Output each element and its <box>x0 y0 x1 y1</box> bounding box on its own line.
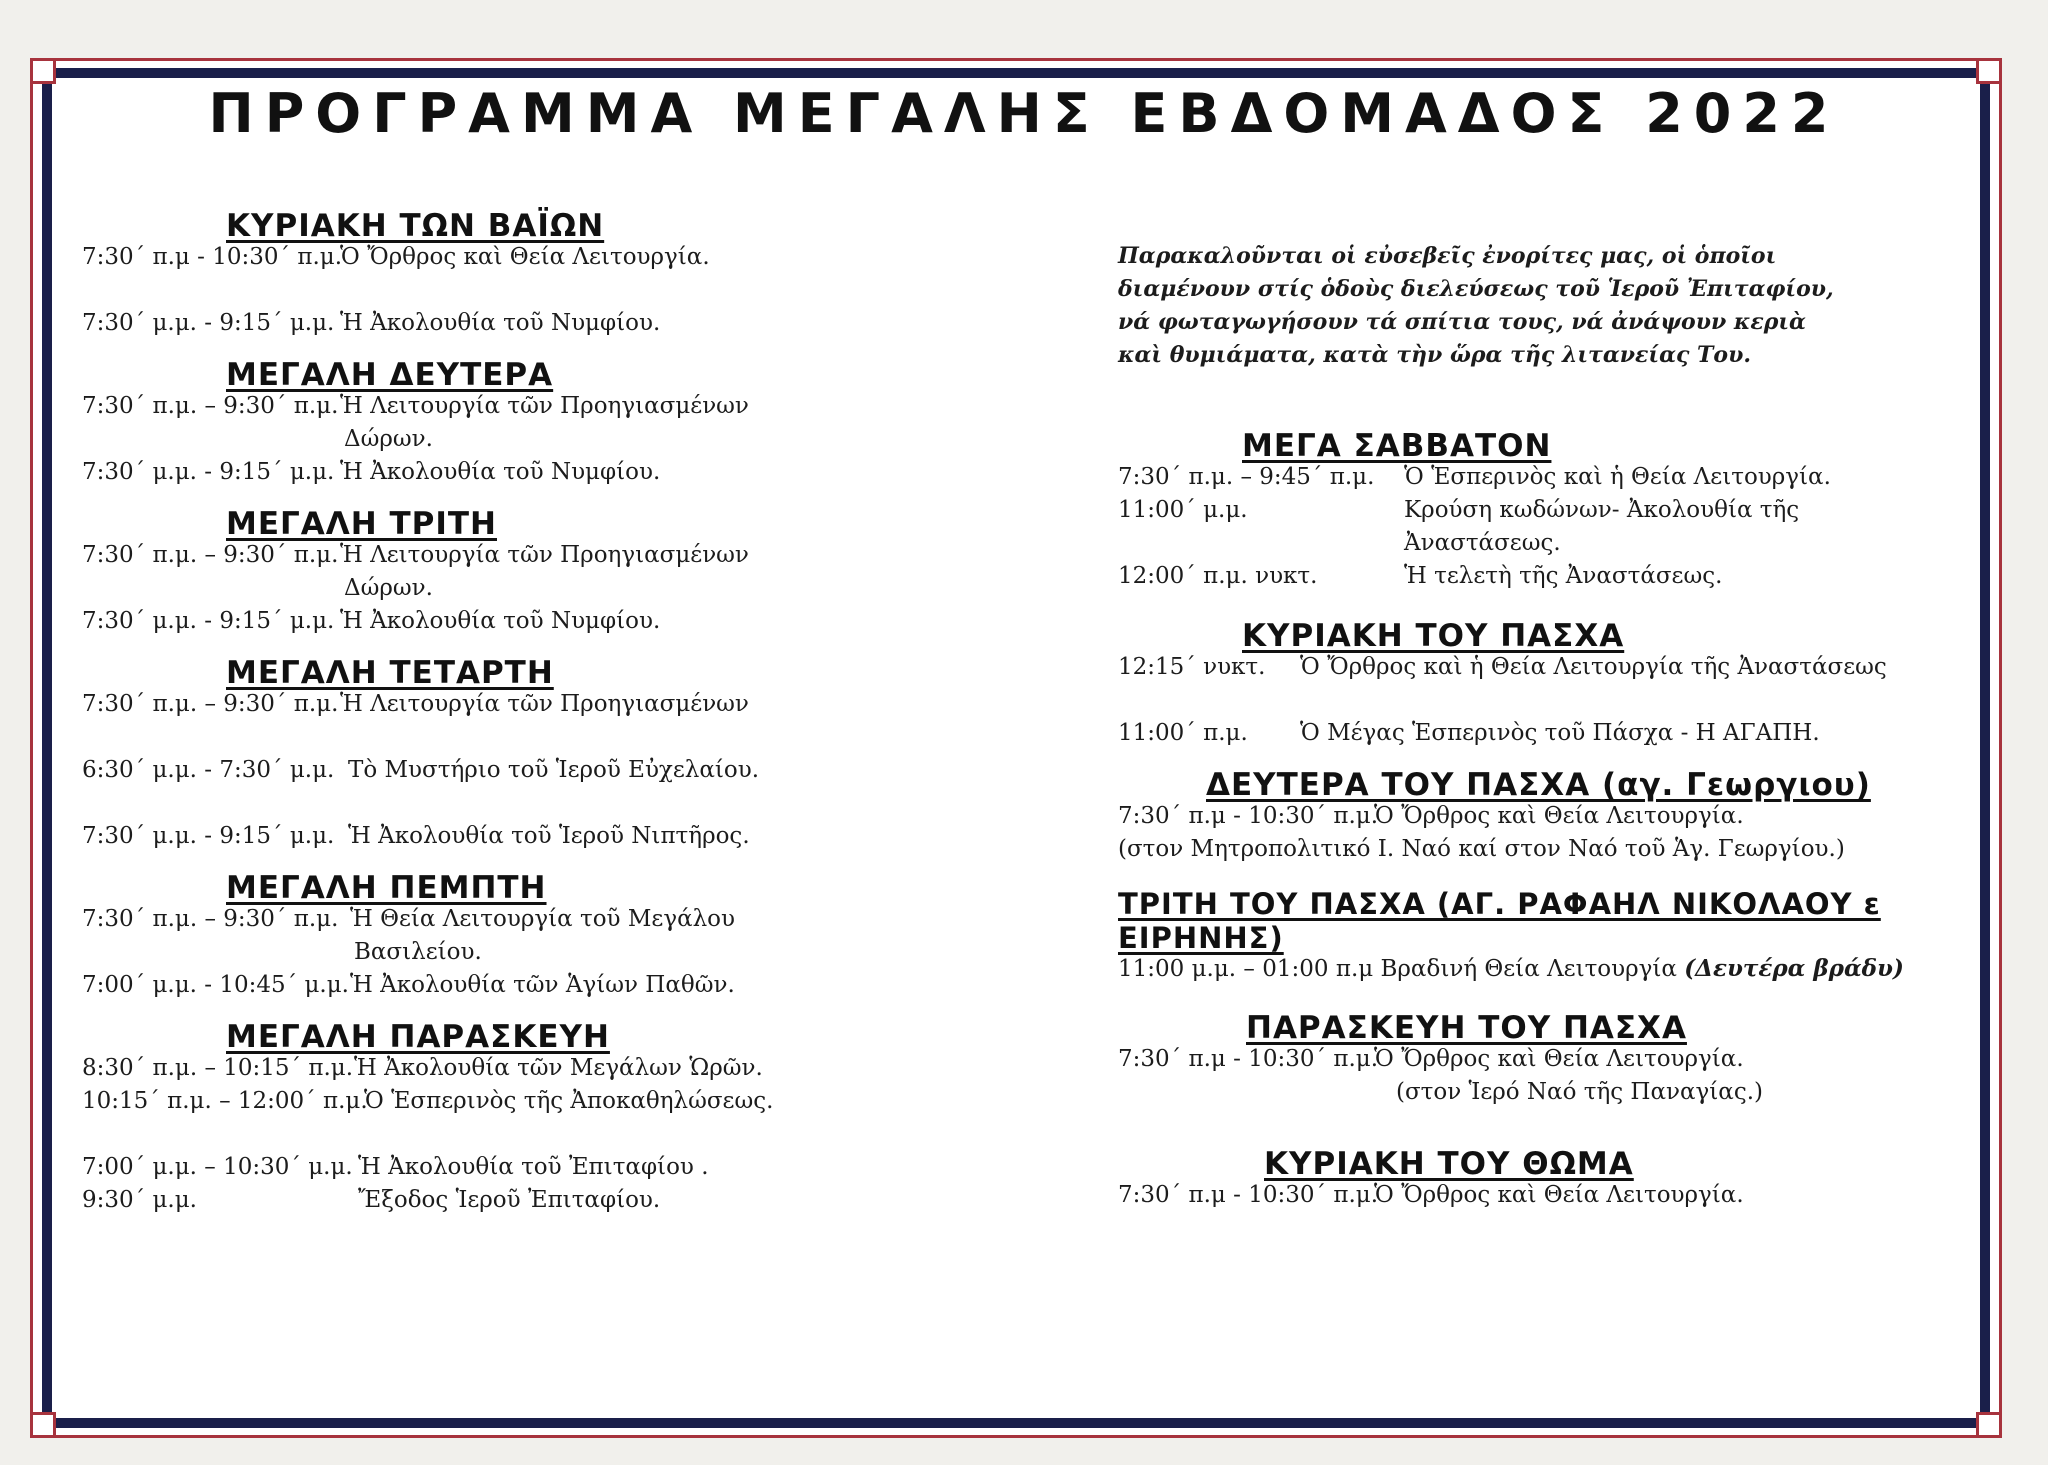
schedule-row <box>1118 654 1988 687</box>
service-time: 7:00΄ μ.μ. – 10:30΄ μ.μ. <box>82 1154 353 1180</box>
section-holy-wednesday <box>82 655 842 856</box>
left-column <box>82 208 842 1220</box>
section-heading: ΚΥΡΙΑΚΗ ΤΟΥ ΠΑΣΧΑ <box>1242 618 1625 654</box>
section-holy-thursday <box>82 870 842 1005</box>
service-desc: Ἡ τελετὴ τῆς Ἀναστάσεως. <box>1404 563 1723 589</box>
service-desc: 11:00 μ.μ. – 01:00 π.μ Βραδινή Θεία Λειτουργία <box>1118 956 1677 982</box>
service-desc: Ἡ Λειτουργία τῶν Προηγιασμένων <box>340 393 749 419</box>
service-time: 7:00΄ μ.μ. - 10:45΄ μ.μ. <box>82 972 349 998</box>
section-heading: ΜΕΓΑΛΗ ΠΑΡΑΣΚΕΥΗ <box>226 1019 610 1055</box>
schedule-row <box>82 542 842 575</box>
section-easter-sunday <box>1118 618 1988 753</box>
schedule-row <box>1118 720 1988 753</box>
service-desc: Ἡ Ἀκολουθία τοῦ Νυμφίου. <box>340 459 661 485</box>
page-title: ΠΡΟΓΡΑΜΜΑ ΜΕΓΑΛΗΣ ΕΒΔΟΜΑΔΟΣ 2022 <box>208 82 1840 145</box>
section-holy-saturday <box>1118 428 1988 596</box>
schedule-row <box>82 691 842 724</box>
service-time: 7:30΄ μ.μ. - 9:15΄ μ.μ. <box>82 823 335 849</box>
schedule-row <box>82 310 842 343</box>
service-time: 7:30΄ π.μ. – 9:30΄ π.μ. <box>82 393 339 419</box>
schedule-row <box>1118 563 1988 596</box>
section-easter-tuesday <box>1118 887 1988 988</box>
schedule-row <box>1118 1182 1988 1215</box>
service-time: 7:30΄ π.μ. – 9:30΄ π.μ. <box>82 691 339 717</box>
service-desc: Ὁ Ὄρθρος καὶ Θεία Λειτουργία. <box>1374 803 1744 829</box>
service-time: 10:15΄ π.μ. – 12:00΄ π.μ. <box>82 1088 368 1114</box>
schedule-row <box>82 608 842 641</box>
schedule-row <box>82 1154 842 1187</box>
service-time: 7:30΄ π.μ. – 9:30΄ π.μ. <box>82 906 339 932</box>
schedule-row-continued <box>82 426 842 459</box>
church-location-note: (στον Μητροπολιτικό Ι. Ναό καί στον Ναό τοῦ Ἁγ. Γεωργίου.) <box>1118 836 1845 862</box>
schedule-row <box>1118 1046 1988 1079</box>
service-time: 11:00΄ π.μ. <box>1118 720 1248 746</box>
service-desc: Ὁ Μέγας Ἑσπερινὸς τοῦ Πάσχα - Η ΑΓΑΠΗ. <box>1300 720 1820 746</box>
section-heading: ΤΡΙΤΗ ΤΟΥ ΠΑΣΧΑ (ΑΓ. ΡΑΦΑΗΛ ΝΙΚΟΛΑΟΥ ε ΕΙΡΗΝΗΣ) <box>1118 887 1881 955</box>
service-desc: Ἀναστάσεως. <box>1404 530 1561 556</box>
service-desc: Τὸ Μυστήριο τοῦ Ἱεροῦ Εὐχελαίου. <box>348 757 760 783</box>
service-desc: Ἡ Ἀκολουθία τοῦ Ἱεροῦ Νιπτῆρος. <box>348 823 750 849</box>
service-desc: Ἡ Ἀκολουθία τοῦ Νυμφίου. <box>340 608 661 634</box>
service-time: 7:30΄ π.μ - 10:30΄ π.μ. <box>1118 1182 1379 1208</box>
service-desc: Ὁ Ἑσπερινὸς καὶ ἡ Θεία Λειτουργία. <box>1404 464 1831 490</box>
service-note: (Δευτέρα βράδυ) <box>1684 955 1904 982</box>
service-desc: Δώρων. <box>344 426 433 452</box>
section-heading: ΜΕΓΑΛΗ ΠΕΜΠΤΗ <box>226 870 547 906</box>
service-desc: Ὁ Ἑσπερινὸς τῆς Ἀποκαθηλώσεως. <box>364 1088 774 1114</box>
service-time: 8:30΄ π.μ. – 10:15΄ π.μ. <box>82 1055 354 1081</box>
section-heading: ΜΕΓΑΛΗ ΤΕΤΑΡΤΗ <box>226 655 554 691</box>
service-desc: Ἡ Θεία Λειτουργία τοῦ Μεγάλου <box>350 906 736 932</box>
service-time: 7:30΄ μ.μ. - 9:15΄ μ.μ. <box>82 608 335 634</box>
section-palm-sunday <box>82 208 842 343</box>
service-time: 7:30΄ π.μ. – 9:45΄ π.μ. <box>1118 464 1375 490</box>
section-heading: ΠΑΡΑΣΚΕΥΗ ΤΟΥ ΠΑΣΧΑ <box>1246 1010 1687 1046</box>
schedule-row <box>1118 803 1988 836</box>
section-holy-tuesday <box>82 506 842 641</box>
section-easter-friday <box>1118 1010 1988 1112</box>
service-desc: Ἡ Λειτουργία τῶν Προηγιασμένων <box>340 691 749 717</box>
service-desc: Ἡ Ἀκολουθία τῶν Ἁγίων Παθῶν. <box>350 972 735 998</box>
schedule-row <box>82 244 842 277</box>
service-time: 11:00΄ μ.μ. <box>1118 497 1248 523</box>
schedule-row <box>82 1055 842 1088</box>
service-desc: Ὁ Ὄρθρος καὶ ἡ Θεία Λειτουργία τῆς Ἀναστάσεως <box>1300 654 1887 680</box>
schedule-row <box>1118 955 1988 988</box>
faithful-notice: Παρακαλοῦνται οἱ εὐσεβεῖς ἐνορίτες μας, οἱ ὁποῖοι διαμένουν στίς ὁδοὺς διελεύσεως τοῦ Ἱεροῦ Ἐπιταφίου, νά φωταγωγήσουν τά σπίτια τους, νά ἀνάψουν κεριὰ καὶ θυμιάματα, κατὰ τὴν ὥρα τῆς λιτανείας Του. <box>1118 243 1834 368</box>
service-time: 12:00΄ π.μ. νυκτ. <box>1118 563 1318 589</box>
service-time: 7:30΄ π.μ - 10:30΄ π.μ. <box>1118 803 1379 829</box>
service-desc: Κρούση κωδώνων- Ἀκολουθία τῆς <box>1404 497 1800 523</box>
service-desc: Ὁ Ὄρθρος καὶ Θεία Λειτουργία. <box>340 244 710 270</box>
schedule-row <box>82 972 842 1005</box>
section-holy-friday <box>82 1019 842 1220</box>
service-desc: Ἔξοδος Ἱεροῦ Ἐπιταφίου. <box>358 1187 661 1213</box>
schedule-row <box>82 823 842 856</box>
schedule-row-continued <box>82 575 842 608</box>
section-heading: ΜΕΓΑΛΗ ΤΡΙΤΗ <box>226 506 497 542</box>
service-time: 7:30΄ π.μ. – 9:30΄ π.μ. <box>82 542 339 568</box>
service-desc: Δώρων. <box>344 575 433 601</box>
schedule-row <box>82 1187 842 1220</box>
service-time: 9:30΄ μ.μ. <box>82 1187 197 1213</box>
schedule-row <box>82 459 842 492</box>
schedule-row <box>1118 497 1988 530</box>
section-heading: ΜΕΓΑ ΣΑΒΒΑΤΟΝ <box>1242 428 1552 464</box>
service-desc: Ὁ Ὄρθρος καὶ Θεία Λειτουργία. <box>1374 1046 1744 1072</box>
section-heading: ΚΥΡΙΑΚΗ ΤΩΝ ΒΑΪΩΝ <box>226 208 605 244</box>
service-desc: Ὁ Ὄρθρος καὶ Θεία Λειτουργία. <box>1374 1182 1744 1208</box>
service-time: 12:15΄ νυκτ. <box>1118 654 1266 680</box>
service-desc: Ἡ Λειτουργία τῶν Προηγιασμένων <box>340 542 749 568</box>
schedule-row <box>1118 464 1988 497</box>
section-heading: ΚΥΡΙΑΚΗ ΤΟΥ ΘΩΜΑ <box>1264 1146 1634 1182</box>
church-location-note: (στον Ἱερό Ναό τῆς Παναγίας.) <box>1396 1079 1763 1105</box>
right-column <box>1118 428 1988 1215</box>
service-desc: Ἡ Ἀκολουθία τῶν Μεγάλων Ὡρῶν. <box>354 1055 763 1081</box>
section-thomas-sunday <box>1118 1146 1988 1215</box>
service-desc: Βασιλείου. <box>354 939 482 965</box>
section-easter-monday <box>1118 767 1988 869</box>
schedule-row-continued <box>82 939 842 972</box>
service-time: 7:30΄ π.μ - 10:30΄ π.μ. <box>1118 1046 1379 1072</box>
section-heading: ΜΕΓΑΛΗ ΔΕΥΤΕΡΑ <box>226 357 554 393</box>
schedule-row <box>82 1088 842 1121</box>
schedule-row <box>82 393 842 426</box>
service-time: 7:30΄ μ.μ. - 9:15΄ μ.μ. <box>82 310 335 336</box>
service-time: 6:30΄ μ.μ. - 7:30΄ μ.μ. <box>82 757 335 783</box>
schedule-row <box>82 757 842 790</box>
schedule-row <box>82 906 842 939</box>
service-time: 7:30΄ μ.μ. - 9:15΄ μ.μ. <box>82 459 335 485</box>
service-desc: Ἡ Ἀκολουθία τοῦ Ἐπιταφίου . <box>358 1154 709 1180</box>
service-time: 7:30΄ π.μ - 10:30΄ π.μ. <box>82 244 343 270</box>
section-holy-monday <box>82 357 842 492</box>
section-heading: ΔΕΥΤΕΡΑ ΤΟΥ ΠΑΣΧΑ (αγ. Γεωργιου) <box>1206 767 1871 803</box>
service-desc: Ἡ Ἀκολουθία τοῦ Νυμφίου. <box>340 310 661 336</box>
schedule-row-continued <box>1118 530 1988 563</box>
